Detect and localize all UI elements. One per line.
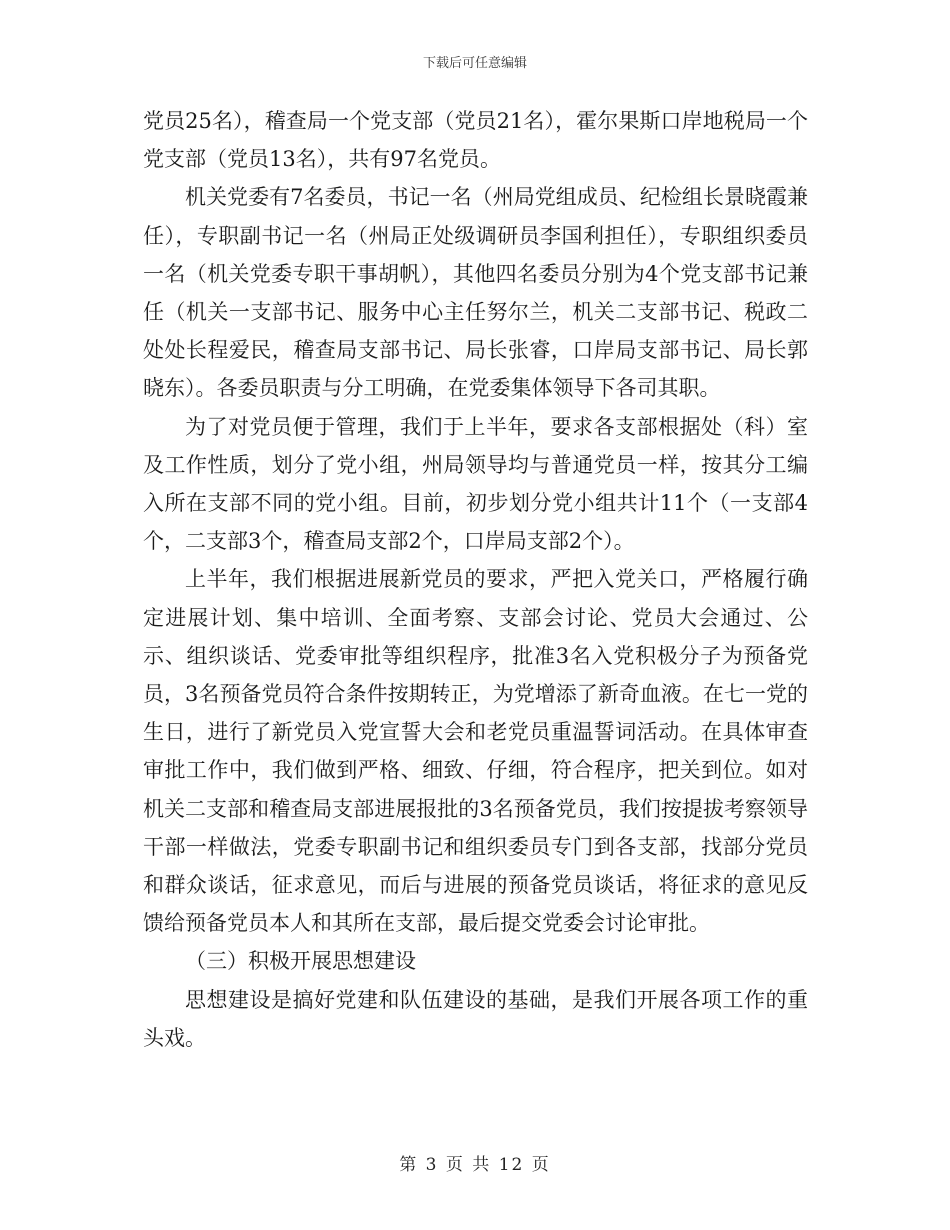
paragraph-ideological-building: 思想建设是搞好党建和队伍建设的基础，是我们开展各项工作的重头戏。 — [143, 987, 808, 1050]
document-body — [143, 102, 808, 1057]
section-heading-ideological-building: （三）积极开展思想建设 — [185, 949, 416, 974]
paragraph-party-groups: 为了对党员便于管理，我们于上半年，要求各支部根据处（科）室及工作性质，划分了党小组，州局领导均与普通党员一样，按其分工编入所在支部不同的党小组。目前，初步划分党小组共计11个（一支部4个，二支部3个，稽查局支部2个，口岸局支部2个）。 — [143, 414, 808, 554]
paragraph-new-members: 上半年，我们根据进展新党员的要求，严把入党关口，严格履行确定进展计划、集中培训、全面考察、支部会讨论、党员大会通过、公示、组织谈话、党委审批等组织程序，批准3名入党积极分子为预备党员，3名预备党员符合条件按期转正，为党增添了新奇血液。在七一党的生日，进行了新党员入党宣誓大会和老党员重温誓词活动。在具体审查审批工作中，我们做到严格、细致、仔细，符合程序，把关到位。如对机关二支部和稽查局支部进展报批的3名预备党员，我们按提拔考察领导干部一样做法，党委专职副书记和组织委员专门到各支部，找部分党员和群众谈话，征求意见，而后与进展的预备党员谈话，将征求的意见反馈给预备党员本人和其所在支部，最后提交党委会讨论审批。 — [143, 567, 808, 936]
paragraph-committee-members: 机关党委有7名委员，书记一名（州局党组成员、纪检组长景晓霞兼任），专职副书记一名（州局正处级调研员李国利担任），专职组织委员一名（机关党委专职干事胡帆），其他四名委员分别为4个党支部书记兼任（机关一支部书记、服务中心主任努尔兰，机关二支部书记、税政二处处长程爱民，稽查局支部书记、局长张睿，口岸局支部书记、局长郭晓东）。各委员职责与分工明确，在党委集体领导下各司其职。 — [143, 185, 808, 401]
page-header-note: 下载后可任意编辑 — [422, 56, 527, 71]
page-number-footer: 第 3 页 共 12 页 — [399, 1155, 551, 1175]
paragraph-party-members-count: 党员25名），稽查局一个党支部（党员21名），霍尔果斯口岸地税局一个党支部（党员13名），共有97名党员。 — [143, 109, 808, 172]
